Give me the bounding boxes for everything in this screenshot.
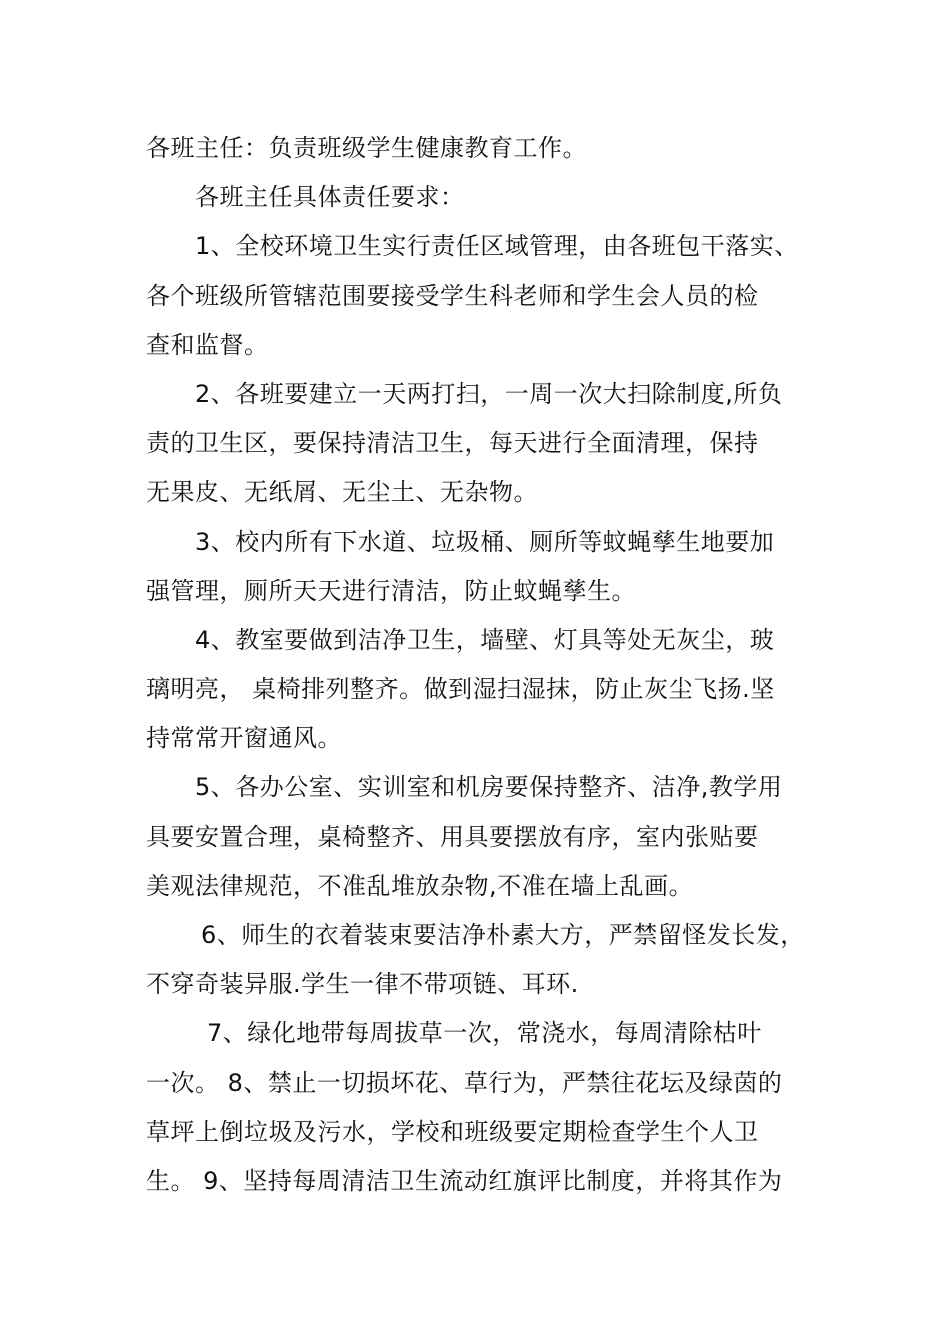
- text-line: 持常常开窗通风。: [146, 724, 342, 753]
- text-line: 一次。 8、禁止一切损坏花、草行为，严禁往花坛及绿茵的: [146, 1068, 783, 1097]
- text-line: 美观法律规范，不准乱堆放杂物,不准在墙上乱画。: [146, 871, 694, 900]
- text-line: 生。 9、坚持每周清洁卫生流动红旗评比制度，并将其作为: [146, 1166, 783, 1195]
- text-line: 责的卫生区，要保持清洁卫生，每天进行全面清理，保持: [146, 429, 759, 458]
- text-line: 查和监督。: [146, 330, 269, 359]
- text-line: 5、各办公室、实训室和机房要保持整齐、洁净,教学用: [195, 773, 783, 802]
- text-line: 4、教室要做到洁净卫生，墙壁、灯具等处无灰尘，玻: [195, 625, 775, 654]
- text-line: 3、校内所有下水道、垃圾桶、厕所等蚊蝇孳生地要加: [195, 527, 775, 556]
- document-body: [146, 124, 836, 1206]
- text-line: 各个班级所管辖范围要接受学生科老师和学生会人员的检: [146, 281, 759, 310]
- text-line: 2、各班要建立一天两打扫，一周一次大扫除制度,所负: [195, 379, 783, 408]
- text-line: 草坪上倒垃圾及污水，学校和班级要定期检查学生个人卫: [146, 1117, 759, 1146]
- text-line: 不穿奇装异服.学生一律不带项链、耳环.: [146, 970, 579, 999]
- text-line: 各班主任：负责班级学生健康教育工作。: [146, 134, 587, 162]
- text-line: 具要安置合理，桌椅整齐、用具要摆放有序，室内张贴要: [146, 822, 759, 851]
- text-line: 无果皮、无纸屑、无尘土、无杂物。: [146, 478, 538, 507]
- text-line: 6、师生的衣着装束要洁净朴素大方，严禁留怪发长发，: [201, 921, 805, 949]
- text-line: 璃明亮， 桌椅排列整齐。做到湿扫湿抹，防止灰尘飞扬.坚: [146, 675, 775, 704]
- text-line: 7、绿化地带每周拔草一次，常浇水，每周清除枯叶: [207, 1019, 762, 1048]
- text-line: 强管理，厕所天天进行清洁，防止蚊蝇孳生。: [146, 576, 636, 605]
- text-line: 1、全校环境卫生实行责任区域管理，由各班包干落实、: [195, 232, 799, 261]
- text-line: 各班主任具体责任要求：: [195, 183, 465, 212]
